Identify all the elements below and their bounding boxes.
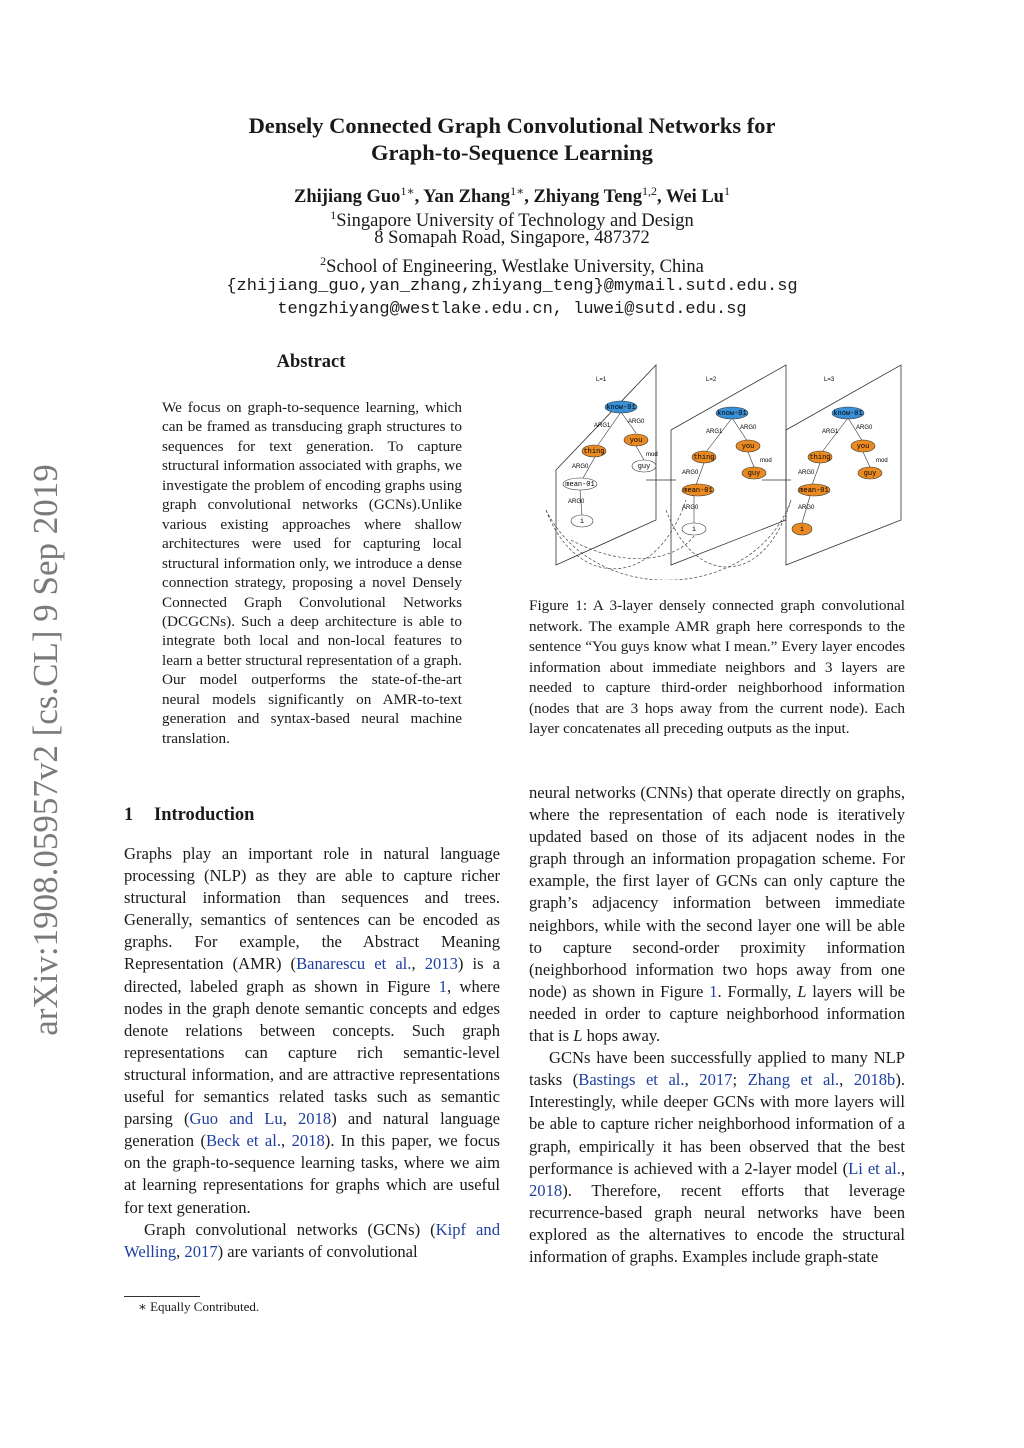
citation-link[interactable]: Beck et al.	[205, 1131, 282, 1151]
node-label: you	[856, 443, 870, 451]
edge-label: ARG1	[706, 429, 723, 435]
body-text: , where nodes in the graph denote semantic concepts and edges denote relations between concepts. Such graph representations can capture rich semantic-level structural information, and are attractive representations useful for semantics related tasks such as semantic parsing (	[124, 976, 500, 1129]
abstract-heading: Abstract	[276, 352, 346, 372]
email-line-1: {zhijiang_guo,yan_zhang,zhiyang_teng}@mymail.sutd.edu.sg	[226, 277, 798, 296]
author-name: Zhijiang Guo	[294, 187, 401, 208]
body-text: ) are variants of convolutional	[217, 1241, 418, 1261]
body-text: ,	[282, 1109, 298, 1129]
figure-1-graph	[536, 360, 906, 580]
edge-label: ARG0	[682, 505, 699, 511]
node-label: know-01	[717, 410, 747, 418]
node-label: know-01	[833, 410, 863, 418]
node-label: i	[799, 526, 805, 534]
title-line-1: Densely Connected Graph Convolutional Networks for	[248, 113, 776, 138]
edge-label: mod	[876, 458, 888, 464]
node-label: guy	[637, 463, 651, 471]
body-text: ) and natural language generation (	[124, 1109, 500, 1151]
affiliation-address	[0, 227, 1024, 250]
citation-link[interactable]: 2018	[298, 1109, 332, 1129]
citation-link[interactable]: Guo and Lu	[189, 1109, 283, 1129]
paragraph	[529, 782, 905, 1047]
footnote-rule	[124, 1296, 200, 1297]
body-text: ). In this paper, we focus on the graph-to-sequence learning tasks, where we aim at learning representations for graphs which are useful for text generation.	[124, 1131, 500, 1217]
node-label: thing	[583, 448, 605, 456]
affiliation-marker: 1	[330, 208, 337, 222]
citation-link[interactable]: 2018	[291, 1131, 325, 1151]
citation-link[interactable]: 2017	[184, 1241, 218, 1261]
edge-label: ARG0	[856, 425, 873, 431]
node-label: know-01	[606, 404, 636, 412]
citation-link[interactable]: Banarescu et al.	[296, 954, 412, 974]
dense-connections	[546, 500, 791, 580]
affiliation-text: Singapore University of Technology and Design	[336, 211, 694, 232]
math-variable: L	[573, 1026, 583, 1046]
citation-link[interactable]: 1	[438, 976, 448, 996]
citation-link[interactable]: 2013	[424, 954, 458, 974]
edge-label: ARG1	[594, 423, 611, 429]
author-affil-marker: 1	[723, 184, 730, 198]
edge-label: ARG0	[568, 499, 585, 505]
author-affil-marker: 1∗	[510, 184, 525, 198]
left-column	[124, 843, 500, 1263]
node-label: mean-01	[799, 487, 829, 495]
edge-label: ARG0	[682, 470, 699, 476]
edge-label: ARG0	[740, 425, 757, 431]
citation-link[interactable]: Kipf and Welling	[124, 1219, 500, 1261]
citation-link[interactable]: 2018b	[853, 1070, 896, 1090]
node-label: you	[741, 443, 755, 451]
node-label: i	[579, 518, 585, 526]
body-text: ,	[176, 1241, 185, 1261]
edge-label: ARG0	[798, 505, 815, 511]
node-label: thing	[809, 454, 831, 462]
node-label: guy	[747, 470, 761, 478]
node-label: thing	[693, 454, 715, 462]
body-text: ). Interestingly, while deeper GCNs with more layers will be able to capture richer neighborhood information of a graph, empirically it has been observed that the best performance is achieved with a 2-layer model (	[529, 1070, 906, 1178]
body-text: . Formally,	[717, 981, 798, 1001]
body-text: ,	[684, 1070, 700, 1090]
citation-link[interactable]: 2017	[699, 1070, 733, 1090]
node-label: i	[691, 526, 697, 534]
node-label: you	[629, 437, 643, 445]
body-text: ,	[839, 1070, 854, 1090]
layer-label: L=3	[824, 377, 835, 383]
body-text: Graphs play an important role in natural language processing (NLP) as they are able to capture richer structural information than sequences and trees. Generally, semantics of sentences can be encoded as graphs. For example, the Abstract Meaning Representation (AMR) (	[124, 844, 500, 974]
author-list: Zhijiang Guo$^{1∗}$, Yan Zhang$^{1∗}$, Zhiyang Teng$^{1,2}$, Wei Lu$^1$	[294, 184, 730, 208]
body-text: ,	[281, 1131, 292, 1151]
body-text: ;	[732, 1070, 748, 1090]
abstract-text: We focus on graph-to-sequence learning, which can be framed as transducing graph structures to sequences for text generation. To capture structural information associated with graphs, we investigate the problem of encoding graphs using graph convolutional networks (GCNs).Unlike various existing approaches where shallow architectures were used for capturing local structural information only, we introduce a dense connection strategy, proposing a novel Densely Connected Graph Convolutional Networks (DCGCNs). Such a deep architecture is able to integrate both local and non-local features to learn a better structural representation of a graph. Our model outperforms the state-of-the-art neural models significantly on AMR-to-text generation and syntax-based neural machine translation.	[162, 399, 462, 747]
body-text: ,	[411, 954, 425, 974]
body-text: hops away.	[582, 1026, 661, 1046]
author-affil-marker: 1,2	[641, 184, 657, 198]
edge-label: ARG1	[822, 429, 839, 435]
edge-label: ARG0	[798, 470, 815, 476]
body-text: GCNs have been successfully applied to many NLP tasks (	[529, 1048, 905, 1090]
paragraph	[124, 1219, 500, 1263]
figure-caption: Figure 1: A 3-layer densely connected graph convolutional network. The example AMR graph here corresponds to the sentence “You guys know what I mean.” Every layer encodes information about immediate neighbors and 3 layers are needed to capture third-order neighborhood information (nodes that are 3 hops away from the current node). Each layer concatenates all preceding outputs as the input.	[529, 597, 905, 737]
affiliation-text: School of Engineering, Westlake University, China	[326, 257, 704, 278]
author-name: Zhiyang Teng	[533, 187, 642, 208]
footnote: ∗ Equally Contributed.	[138, 1299, 260, 1314]
body-text: ) is a directed, labeled graph as shown in Figure	[124, 954, 500, 996]
graph-layer-2-labels	[682, 410, 772, 534]
node-label: mean-01	[683, 487, 713, 495]
section-title: Introduction	[154, 805, 255, 825]
paragraph	[124, 843, 500, 1219]
layer-plane	[556, 365, 901, 565]
graph-layer-3-labels	[798, 410, 888, 534]
affiliation-text: 8 Somapah Road, Singapore, 487372	[374, 228, 650, 248]
section-heading	[124, 805, 254, 826]
right-column	[529, 782, 905, 1268]
paragraph	[529, 1047, 905, 1268]
body-text: layers will be needed in order to capture neighborhood information that is	[529, 981, 905, 1046]
edge-label: mod	[760, 458, 772, 464]
citation-link[interactable]: Zhang et al.	[747, 1070, 840, 1090]
citation-link[interactable]: 2018	[529, 1180, 563, 1200]
graph-layer-1-labels	[565, 404, 657, 526]
edge-label: ARG0	[572, 464, 589, 470]
layer-label: L=1	[596, 377, 607, 383]
body-text: Graph convolutional networks (GCNs) (	[144, 1219, 436, 1239]
affiliation-marker: 2	[320, 254, 327, 268]
node-label: guy	[863, 470, 877, 478]
math-variable: L	[797, 981, 807, 1001]
author-name: Yan Zhang	[423, 187, 511, 208]
section-number: 1	[124, 805, 134, 825]
edge-label: mod	[646, 452, 658, 458]
paper-title	[0, 112, 1024, 166]
citation-link[interactable]: Li et al.	[848, 1158, 901, 1178]
arxiv-identifier: arXiv:1908.05957v2 [cs.CL] 9 Sep 2019	[26, 464, 65, 1036]
citation-link[interactable]: 1	[709, 981, 718, 1001]
email-line-2: tengzhiyang@westlake.edu.cn, luwei@sutd.edu.sg	[277, 300, 747, 319]
author-affil-marker: 1∗	[400, 184, 415, 198]
citation-link[interactable]: Bastings et al.	[578, 1070, 685, 1090]
node-label: mean-01	[565, 481, 595, 489]
body-text: ). Therefore, recent efforts that leverage recurrence-based graph neural networks have been explored as the alternatives to encode the structural information of graphs. Examples include graph-state	[529, 1180, 905, 1266]
author-name: Wei Lu	[665, 187, 724, 208]
body-text: ,	[900, 1158, 905, 1178]
body-text: neural networks (CNNs) that operate directly on graphs, where the representation of each node is iteratively updated based on those of its adjacent nodes in the graph through an information propagation scheme. For example, the first layer of GCNs can only capture the graph’s adjacency information between immediate neighbors, while with the second layer one will be able to capture second-order proximity information (neighborhood information two hops away from one node) as shown in Figure	[529, 783, 905, 1001]
edge-label: ARG0	[628, 419, 645, 425]
title-line-2: Graph-to-Sequence Learning	[371, 140, 653, 165]
layer-label: L=2	[706, 377, 717, 383]
